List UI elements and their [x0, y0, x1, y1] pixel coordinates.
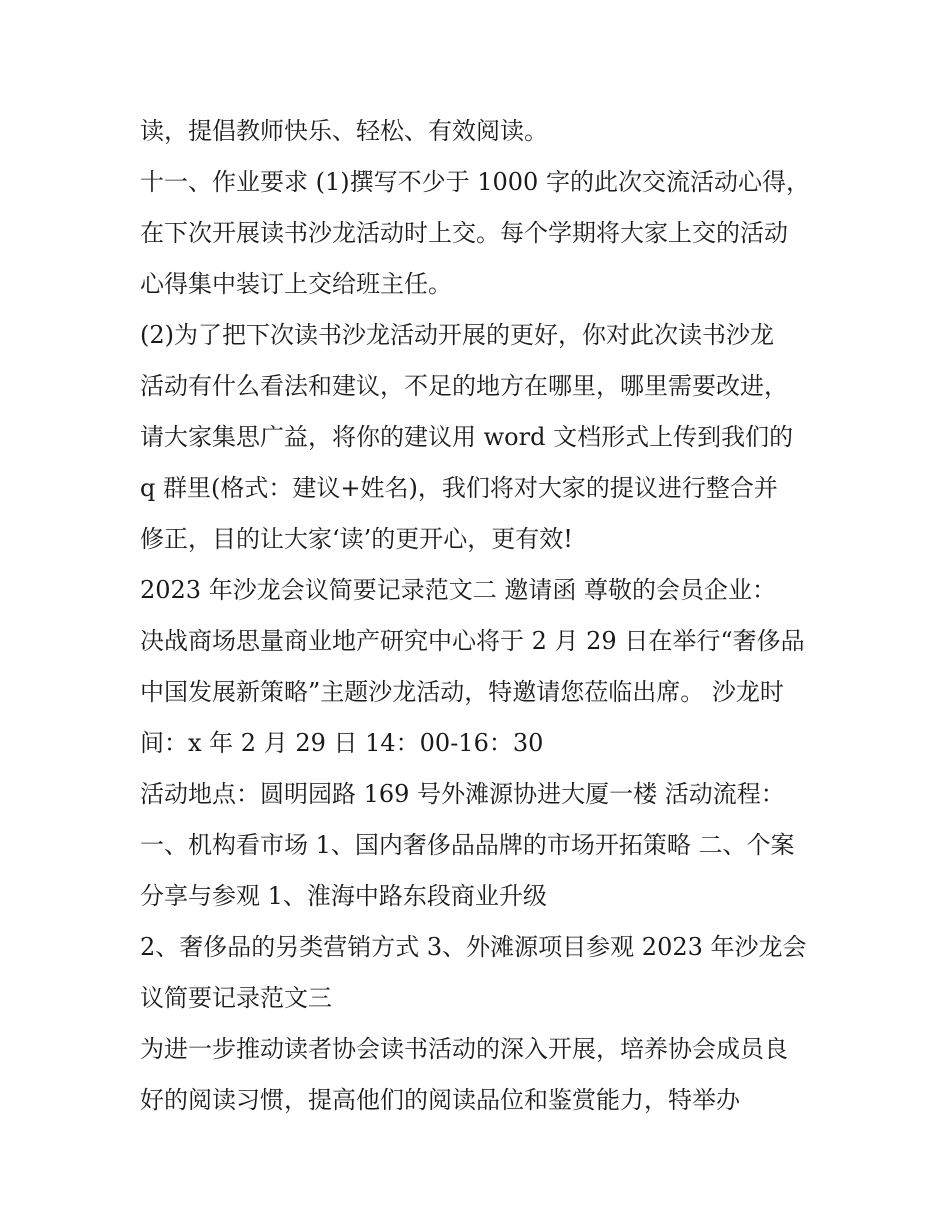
text-line: 读，提倡教师快乐、轻松、有效阅读。 [140, 117, 548, 145]
document-body [140, 106, 830, 1126]
text-line: 好的阅读习惯，提高他们的阅读品位和鉴赏能力，特举办 [140, 1086, 740, 1114]
text-line: (2)为了把下次读书沙龙活动开展的更好，你对此次读书沙龙 [140, 321, 774, 349]
text-line: 中国发展新策略”主题沙龙活动，特邀请您莅临出席。 沙龙时 [140, 678, 784, 706]
text-line: 分享与参观 1、淮海中路东段商业升级 [140, 882, 547, 910]
text-line: 为进一步推动读者协会读书活动的深入开展，培养协会成员良 [140, 1035, 788, 1063]
text-line: 请大家集思广益，将你的建议用 word 文档形式上传到我们的 [140, 423, 794, 451]
text-line: 心得集中装订上交给班主任。 [140, 270, 452, 298]
text-line: 间：x 年 2 月 29 日 14：00-16：30 [140, 729, 544, 757]
text-line: q 群里(格式：建议+姓名)，我们将对大家的提议进行整合并 [140, 474, 778, 502]
text-line: 在下次开展读书沙龙活动时上交。每个学期将大家上交的活动 [140, 219, 788, 247]
text-line: 活动地点：圆明园路 169 号外滩源协进大厦一楼 活动流程： [140, 780, 785, 808]
text-line: 2、奢侈品的另类营销方式 3、外滩源项目参观 2023 年沙龙会 [140, 933, 807, 961]
text-line: 决战商场思量商业地产研究中心将于 2 月 29 日在举行“奢侈品 [140, 627, 805, 655]
text-line: 2023 年沙龙会议简要记录范文二 邀请函 尊敬的会员企业： [140, 576, 776, 604]
text-line: 十一、作业要求 (1)撰写不少于 1000 字的此次交流活动心得， [140, 168, 810, 196]
text-line: 一、机构看市场 1、国内奢侈品品牌的市场开拓策略 二、个案 [140, 831, 795, 859]
text-line: 议简要记录范文三 [140, 984, 332, 1012]
text-line: 活动有什么看法和建议，不足的地方在哪里，哪里需要改进， [140, 372, 788, 400]
text-line: 修正，目的让大家‘读’的更开心，更有效! [140, 525, 573, 553]
